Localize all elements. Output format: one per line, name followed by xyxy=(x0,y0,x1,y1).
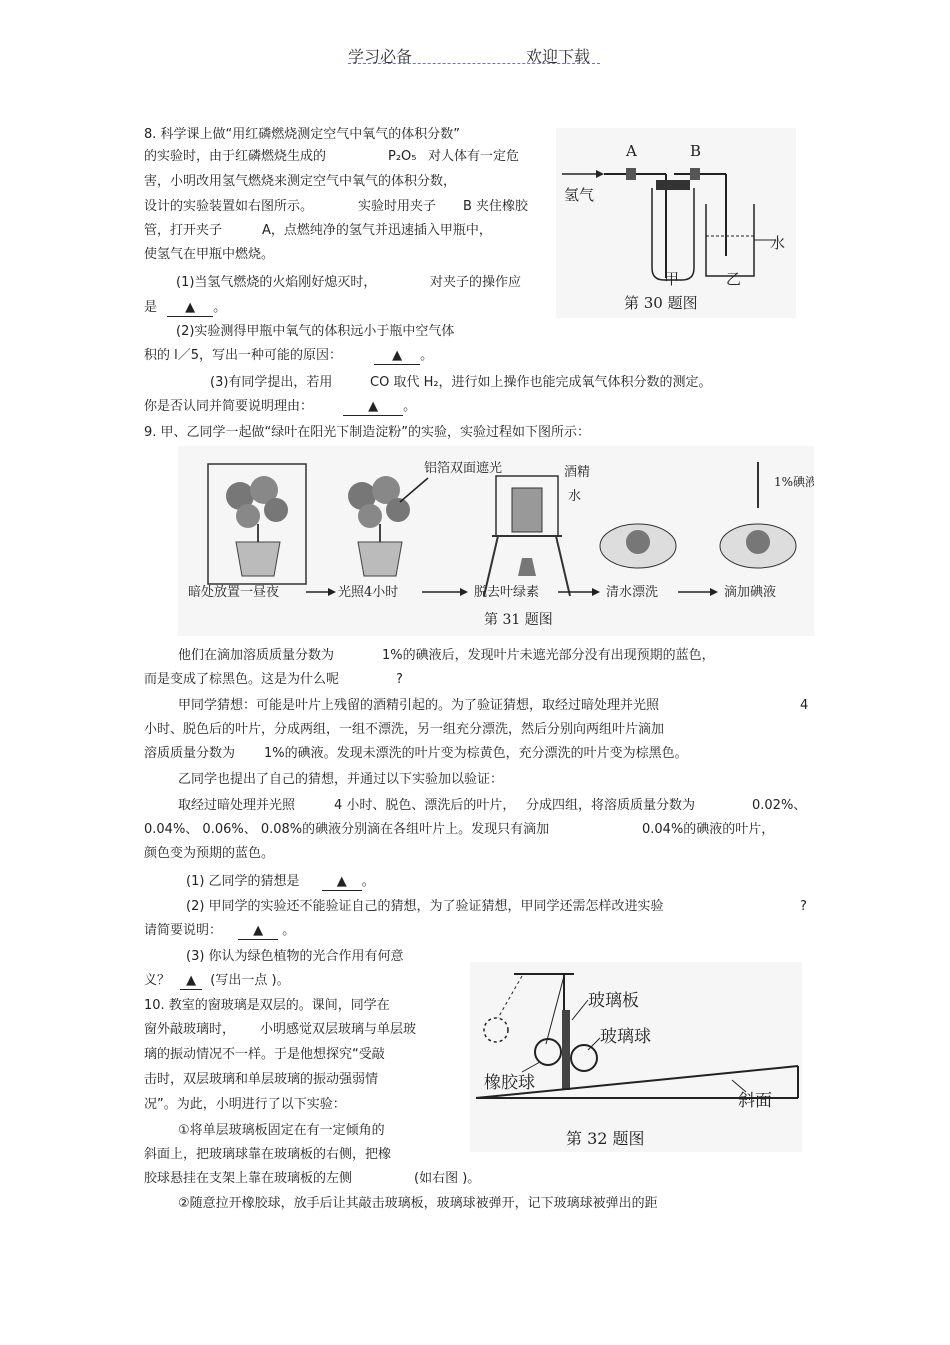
q9-intro: 9. 甲、乙同学一起做“绿叶在阳光下制造淀粉”的实验，实验过程如下图所示： xyxy=(144,425,591,440)
apparatus-diagram xyxy=(556,128,796,318)
q9-sub2c: 请简要说明： ▲ 。 xyxy=(144,923,296,938)
hydrogen-label: 氢气 xyxy=(564,186,595,204)
q8-line-1: 8. 科学课上做“用红磷燃烧测定空气中氧气的体积分数” xyxy=(144,127,461,142)
step-label: 光照4小时 xyxy=(338,585,399,600)
q9-p4f: 0.04%的碘液的叶片， xyxy=(642,822,775,837)
answer-blank: ▲ xyxy=(167,299,213,317)
answer-blank: ▲ xyxy=(343,398,403,416)
q9-p2d: 溶质质量分数为 xyxy=(144,746,236,761)
q9-p2a: 甲同学猜想：可能是叶片上残留的酒精引起的。为了验证猜想，取经过暗处理并光照 xyxy=(178,698,660,713)
answer-blank: ▲ xyxy=(238,922,278,940)
q9-p4a: 取经过暗处理并光照 xyxy=(178,798,296,813)
q9-p1c: 而是变成了棕黑色。这是为什么呢 xyxy=(144,672,340,687)
q10-line-3: 璃的振动情况不一样。于是他想探究“受敲 xyxy=(144,1047,385,1062)
water-label: 水 xyxy=(770,234,786,252)
q8-sub1b: 对夹子的操作应 xyxy=(430,275,522,290)
q8-sub2b: 积的 l／5，写出一种可能的原因： ▲ 。 xyxy=(144,348,434,363)
q10-line-8b: (如右图 )。 xyxy=(414,1171,481,1186)
q10-line-5: 况”。为此，小明进行了以下实验： xyxy=(144,1097,346,1112)
q8-line-2c: 对人体有一定危 xyxy=(428,149,520,164)
q9-p4e: 0.04%、 0.06%、 0.08%的碘液分别滴在各组叶片上。发现只有滴加 xyxy=(144,822,550,837)
q9-sub1: (1) 乙同学的猜想是 ▲ 。 xyxy=(186,874,375,889)
figure-31 xyxy=(178,446,814,636)
q10-line-4: 击时，双层玻璃和单层玻璃的振动强弱情 xyxy=(144,1072,379,1087)
header-divider xyxy=(348,63,600,64)
figure-31-caption: 第 31 题图 xyxy=(484,612,553,628)
q10-line-2b: 小明感觉双层玻璃与单层玻 xyxy=(260,1022,417,1037)
clip-b-label: B xyxy=(690,142,702,160)
foil-label: 铝箔双面遮光 xyxy=(424,461,503,476)
q8-sub3b: CO 取代 H₂，进行如上操作也能完成氧气体积分数的测定。 xyxy=(370,375,712,390)
beaker-yi-label: 乙 xyxy=(726,270,742,288)
q8-line-2a: 的实验时，由于红磷燃烧生成的 xyxy=(144,149,327,164)
q9-sub3a: (3) 你认为绿色植物的光合作用有何意 xyxy=(186,949,404,964)
q10-line-9: ②随意拉开橡胶球，放手后让其敲击玻璃板，玻璃球被弹开，记下玻璃球被弹出的距 xyxy=(178,1196,658,1211)
glass-plate-label: 玻璃板 xyxy=(588,991,639,1011)
q10-line-7: 斜面上，把玻璃球靠在玻璃板的右侧，把橡 xyxy=(144,1147,392,1162)
figure-32 xyxy=(470,962,802,1152)
q10-line-6: ①将单层玻璃板固定在有一定倾角的 xyxy=(178,1123,385,1138)
beaker-water-label: 水 xyxy=(568,489,582,504)
q8-sub1a: (1)当氢气燃烧的火焰刚好熄灭时， xyxy=(176,275,377,290)
q9-p2b: 4 xyxy=(800,698,809,713)
q8-line-4c: B 夹住橡胶 xyxy=(463,199,529,214)
q8-line-4a: 设计的实验装置如右图所示。 xyxy=(144,199,314,214)
answer-blank: ▲ xyxy=(180,972,202,990)
q9-sub2a: (2) 甲同学的实验还不能验证自己的猜想，为了验证猜想，甲同学还需怎样改进实验 xyxy=(186,899,664,914)
starch-experiment-diagram xyxy=(178,446,814,636)
q9-p1d: ? xyxy=(396,672,403,687)
q9-p4g: 颜色变为预期的蓝色。 xyxy=(144,846,275,861)
glass-ball-label: 玻璃球 xyxy=(600,1027,651,1047)
header-left: 学习必备 xyxy=(348,47,413,66)
figure-30-caption: 第 30 题图 xyxy=(624,294,698,312)
step-label: 暗处放置一昼夜 xyxy=(188,585,280,600)
q9-sub2b: ? xyxy=(800,899,807,914)
step-label: 清水漂洗 xyxy=(606,585,659,600)
step-label: 脱去叶绿素 xyxy=(474,585,540,600)
q10-line-8a: 胶球悬挂在支架上靠在玻璃板的左侧 xyxy=(144,1171,353,1186)
q8-sub3a: (3)有同学提出，若用 xyxy=(210,375,333,390)
q8-sub2a: (2)实验测得甲瓶中氧气的体积远小于瓶中空气体 xyxy=(176,324,455,339)
bottle-jia-label: 甲 xyxy=(664,270,680,288)
slope-label: 斜面 xyxy=(738,1091,772,1111)
q10-line-1: 10. 教室的窗玻璃是双层的。课间，同学在 xyxy=(144,998,390,1013)
q9-p2c: 小时、脱色后的叶片，分成两组，一组不漂洗，另一组充分漂洗，然后分别向两组叶片滴加 xyxy=(144,722,665,737)
figure-32-caption: 第 32 题图 xyxy=(566,1129,645,1148)
alcohol-label: 酒精 xyxy=(564,465,591,480)
q8-line-4b: 实验时用夹子 xyxy=(358,199,437,214)
q9-p4c: 分成四组，将溶质质量分数为 xyxy=(526,798,696,813)
q8-sub3c: 你是否认同并简要说明理由： ▲ 。 xyxy=(144,399,417,414)
q9-sub3b: 义？ ▲ (写出一点 )。 xyxy=(144,973,290,988)
q10-line-2a: 窗外敲玻璃时， xyxy=(144,1022,236,1037)
q8-line-2b: P₂O₅ xyxy=(388,149,417,164)
q8-line-5a: 管，打开夹子 xyxy=(144,223,223,238)
q8-line-3: 害，小明改用氢气燃烧来测定空气中氧气的体积分数， xyxy=(144,174,457,189)
answer-blank: ▲ xyxy=(374,347,420,365)
header-right: 欢迎下载 xyxy=(526,47,591,66)
q8-line-5b: A，点燃纯净的氢气并迅速插入甲瓶中， xyxy=(262,223,492,238)
figure-30 xyxy=(556,128,796,318)
step-label: 滴加碘液 xyxy=(724,585,777,600)
q9-p4d: 0.02%、 xyxy=(752,798,807,813)
iodine-label: 1%碘液 xyxy=(774,475,814,489)
q9-p2e: 1%的碘液。发现未漂洗的叶片变为棕黄色，充分漂洗的叶片变为棕黑色。 xyxy=(264,746,688,761)
answer-blank: ▲ xyxy=(322,873,362,891)
q8-sub1c: 是 ▲ 。 xyxy=(144,300,227,315)
glass-vibration-diagram xyxy=(470,962,802,1152)
q9-p1b: 1%的碘液后，发现叶片未遮光部分没有出现预期的蓝色， xyxy=(382,648,715,663)
q9-p3: 乙同学也提出了自己的猜想，并通过以下实验加以验证： xyxy=(178,772,504,787)
q9-p1a: 他们在滴加溶质质量分数为 xyxy=(178,648,335,663)
q8-line-6: 使氢气在甲瓶中燃烧。 xyxy=(144,247,275,262)
clip-a-label: A xyxy=(626,142,637,160)
rubber-ball-label: 橡胶球 xyxy=(484,1073,535,1093)
q9-p4b: 4 小时、脱色、漂洗后的叶片， xyxy=(334,798,516,813)
